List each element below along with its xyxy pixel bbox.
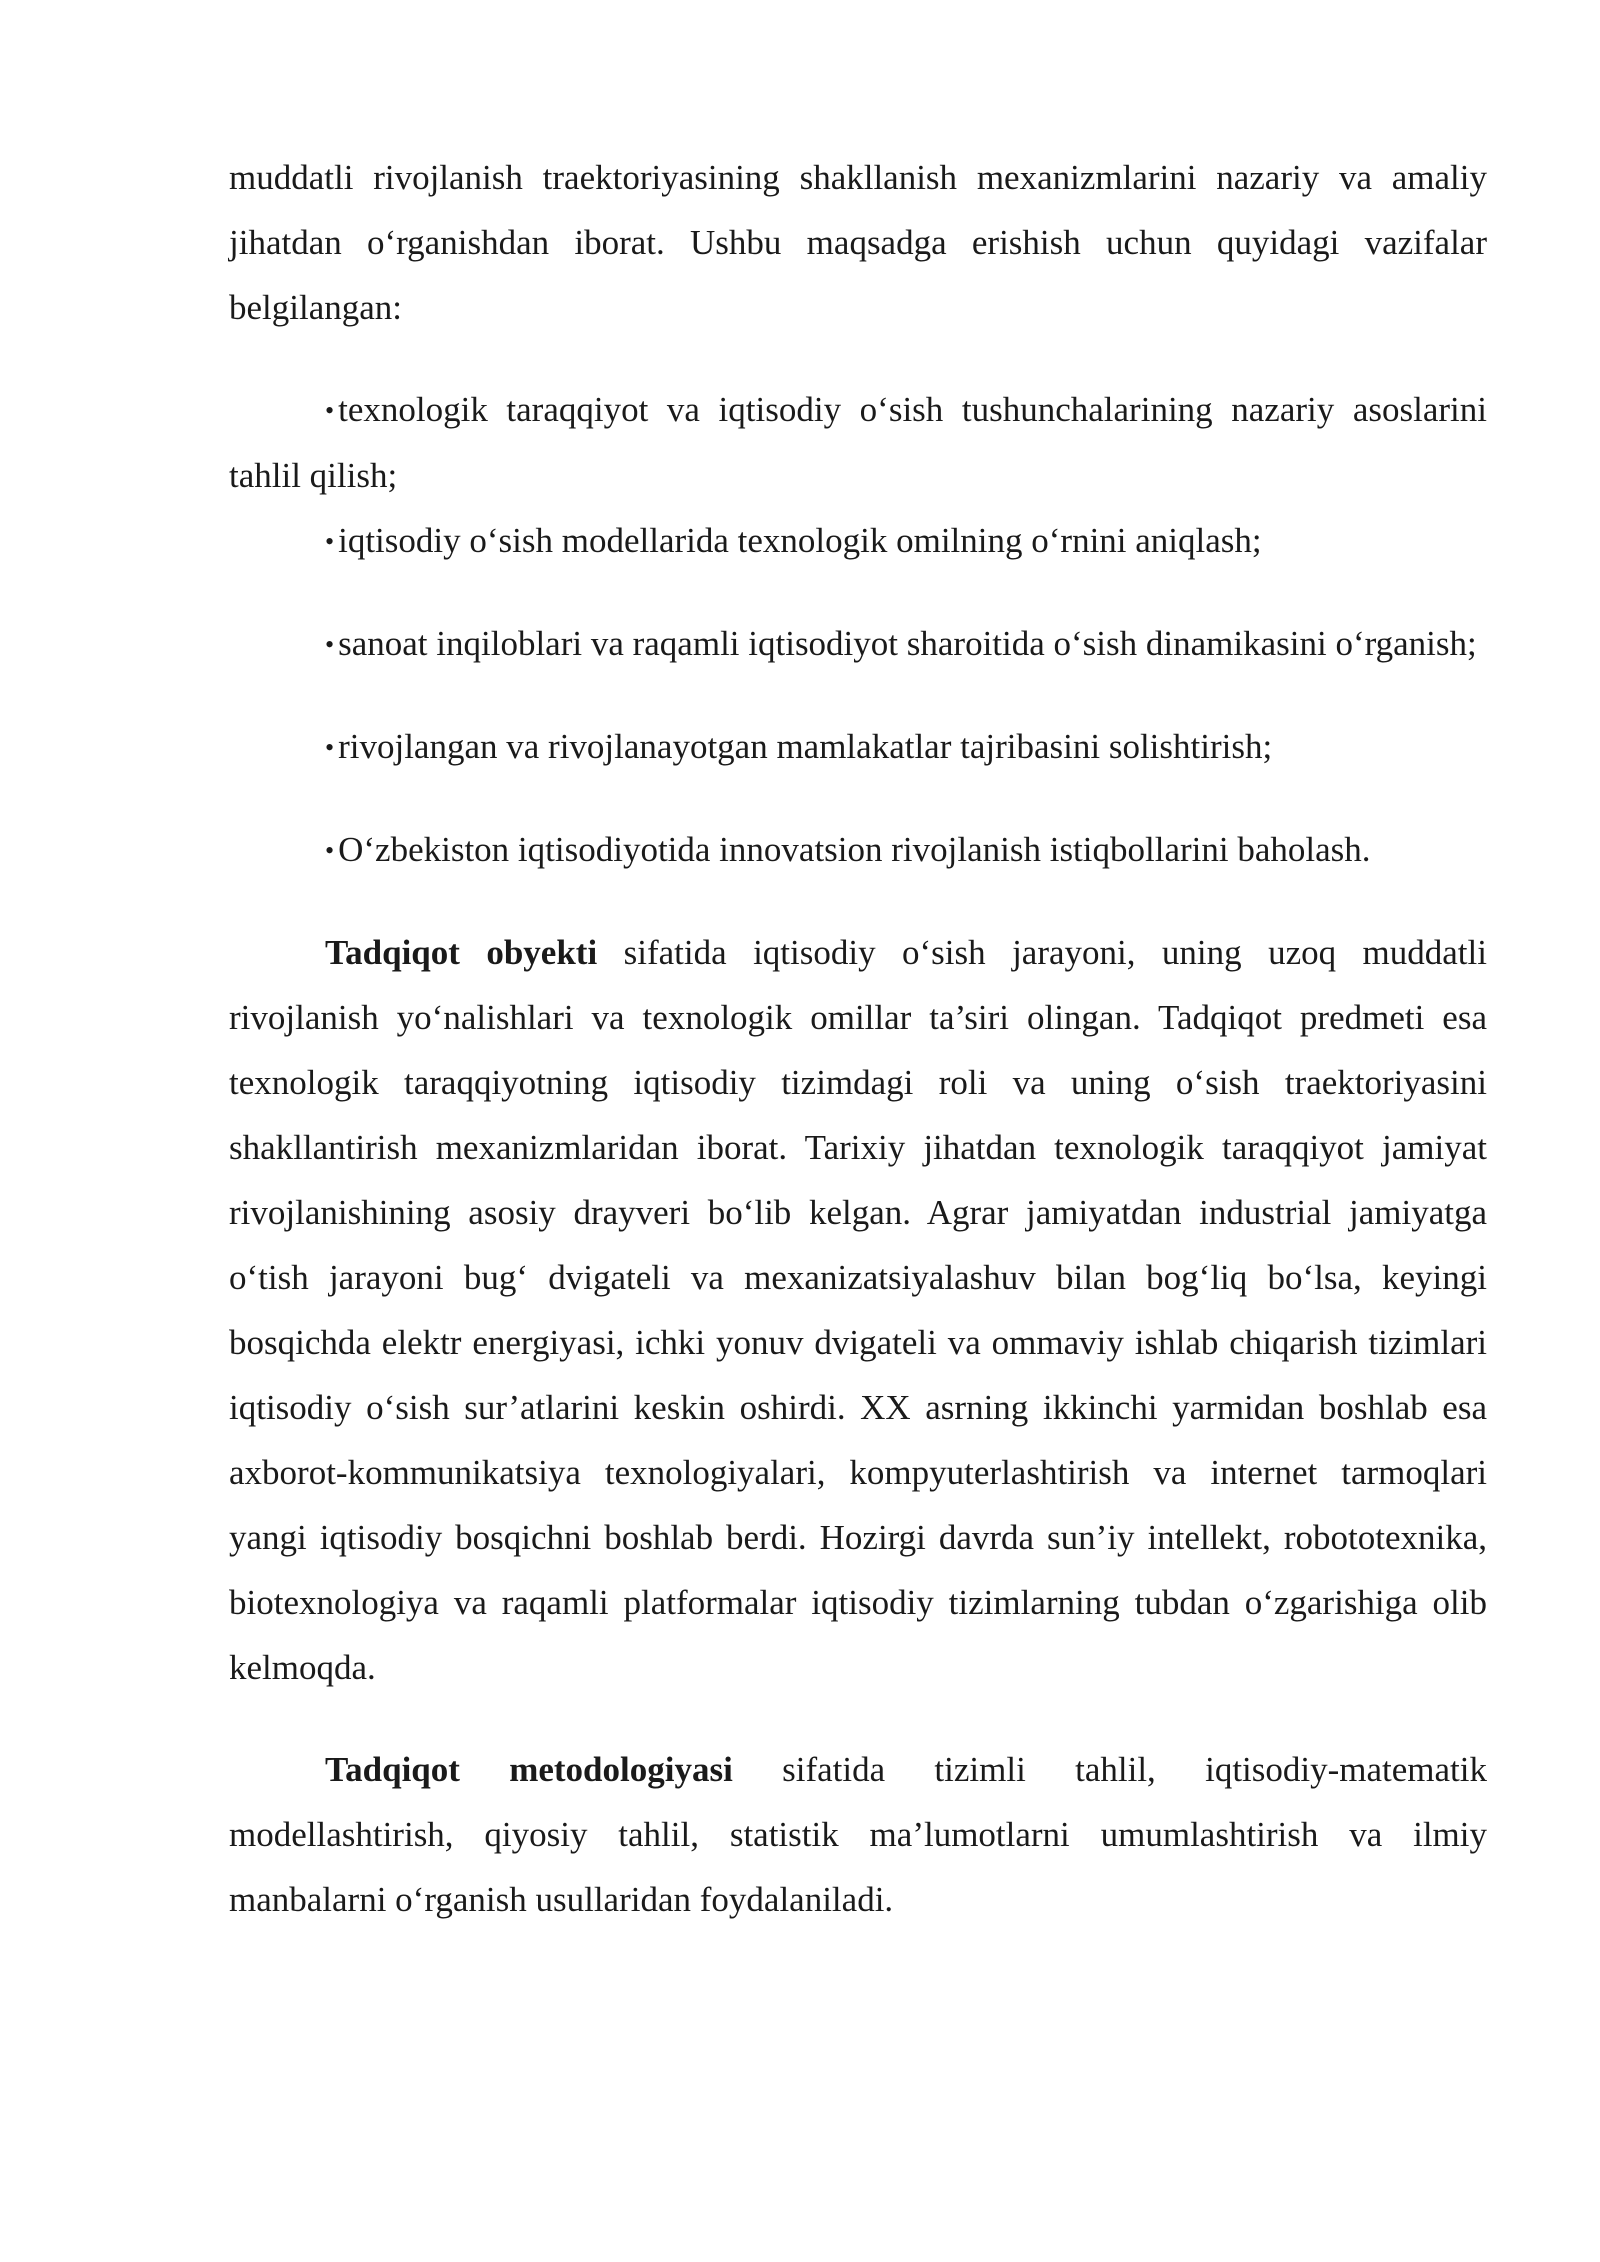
spacer xyxy=(229,780,1487,817)
spacer xyxy=(229,1700,1487,1737)
research-object-text: sifatida iqtisodiy o‘sish jarayoni, uning uzoq muddatli rivojlanish yo‘nalishlari va texnologik omillar ta’siri olingan. Tadqiqot predmeti esa texnologik taraqqiyotning iqtisodiy tizimdagi roli va uning o‘sish traektoriyasini shakllantirish mexanizmlaridan iborat. Tarixiy jihatdan texnologik taraqqiyot jamiyat rivojlanishining asosiy drayveri bo‘lib kelgan. Agrar jamiyatdan industrial jamiyatga o‘tish jarayoni bug‘ dvigateli va mexanizatsiyalashuv bilan bog‘liq bo‘lsa, keyingi bosqichda elektr energiyasi, ichki yonuv dvigateli va ommaviy ishlab chiqarish tizimlari iqtisodiy o‘sish sur’atlarini keskin oshirdi. XX asrning ikkinchi yarmidan boshlab esa axborot-kommunikatsiya texnologiyalari, kompyuterlashtirish va internet tarmoqlari yangi iqtisodiy bosqichni boshlab berdi. Hozirgi davrda sun’iy intellekt, robototexnika, biotexnologiya va raqamli platformalar iqtisodiy tizimlarning tubdan o‘zgarishiga olib kelmoqda. xyxy=(229,933,1487,1687)
bullet-icon: • xyxy=(325,836,335,865)
bullet-text: sanoat inqiloblari va raqamli iqtisodiyot sharoitida o‘sish dinamikasini o‘rganish; xyxy=(338,624,1477,663)
bullet-item-1 xyxy=(229,377,1487,508)
intro-paragraph: muddatli rivojlanish traektoriyasining shakllanish mexanizmlarini nazariy va amaliy jihatdan o‘rganishdan iborat. Ushbu maqsadga erishish uchun quyidagi vazifalar belgilangan: xyxy=(229,158,1487,327)
bullet-item-2 xyxy=(229,508,1487,574)
research-object-paragraph xyxy=(229,920,1487,1700)
bullet-icon: • xyxy=(325,630,335,659)
bullet-item-5 xyxy=(229,817,1487,883)
methodology-text: sifatida tizimli tahlil, iqtisodiy-matematik modellashtirish, qiyosiy tahlil, statistik ma’lumotlarni umumlashtirish va ilmiy manbalarni o‘rganish usullaridan foydalaniladi. xyxy=(229,1750,1487,1919)
bullet-text: texnologik taraqqiyot va iqtisodiy o‘sish tushunchalarining nazariy asoslarini tahlil qilish; xyxy=(229,390,1487,495)
bullet-text: rivojlangan va rivojlanayotgan mamlakatlar tajribasini solishtirish; xyxy=(338,727,1273,766)
bullet-text: iqtisodiy o‘sish modellarida texnologik omilning o‘rnini aniqlash; xyxy=(338,521,1262,560)
research-object-heading: Tadqiqot obyekti xyxy=(325,933,598,972)
bullet-item-3 xyxy=(229,611,1487,677)
spacer xyxy=(229,677,1487,714)
bullet-icon: • xyxy=(325,733,335,762)
document-page xyxy=(229,145,1487,1932)
bullet-item-4 xyxy=(229,714,1487,780)
spacer xyxy=(229,574,1487,611)
bullet-text: O‘zbekiston iqtisodiyotida innovatsion rivojlanish istiqbollarini baholash. xyxy=(338,830,1371,869)
spacer xyxy=(229,340,1487,377)
spacer xyxy=(229,883,1487,920)
bullet-icon: • xyxy=(325,527,335,556)
methodology-heading: Tadqiqot metodologiyasi xyxy=(325,1750,733,1789)
methodology-paragraph xyxy=(229,1737,1487,1932)
bullet-icon: • xyxy=(325,396,335,425)
